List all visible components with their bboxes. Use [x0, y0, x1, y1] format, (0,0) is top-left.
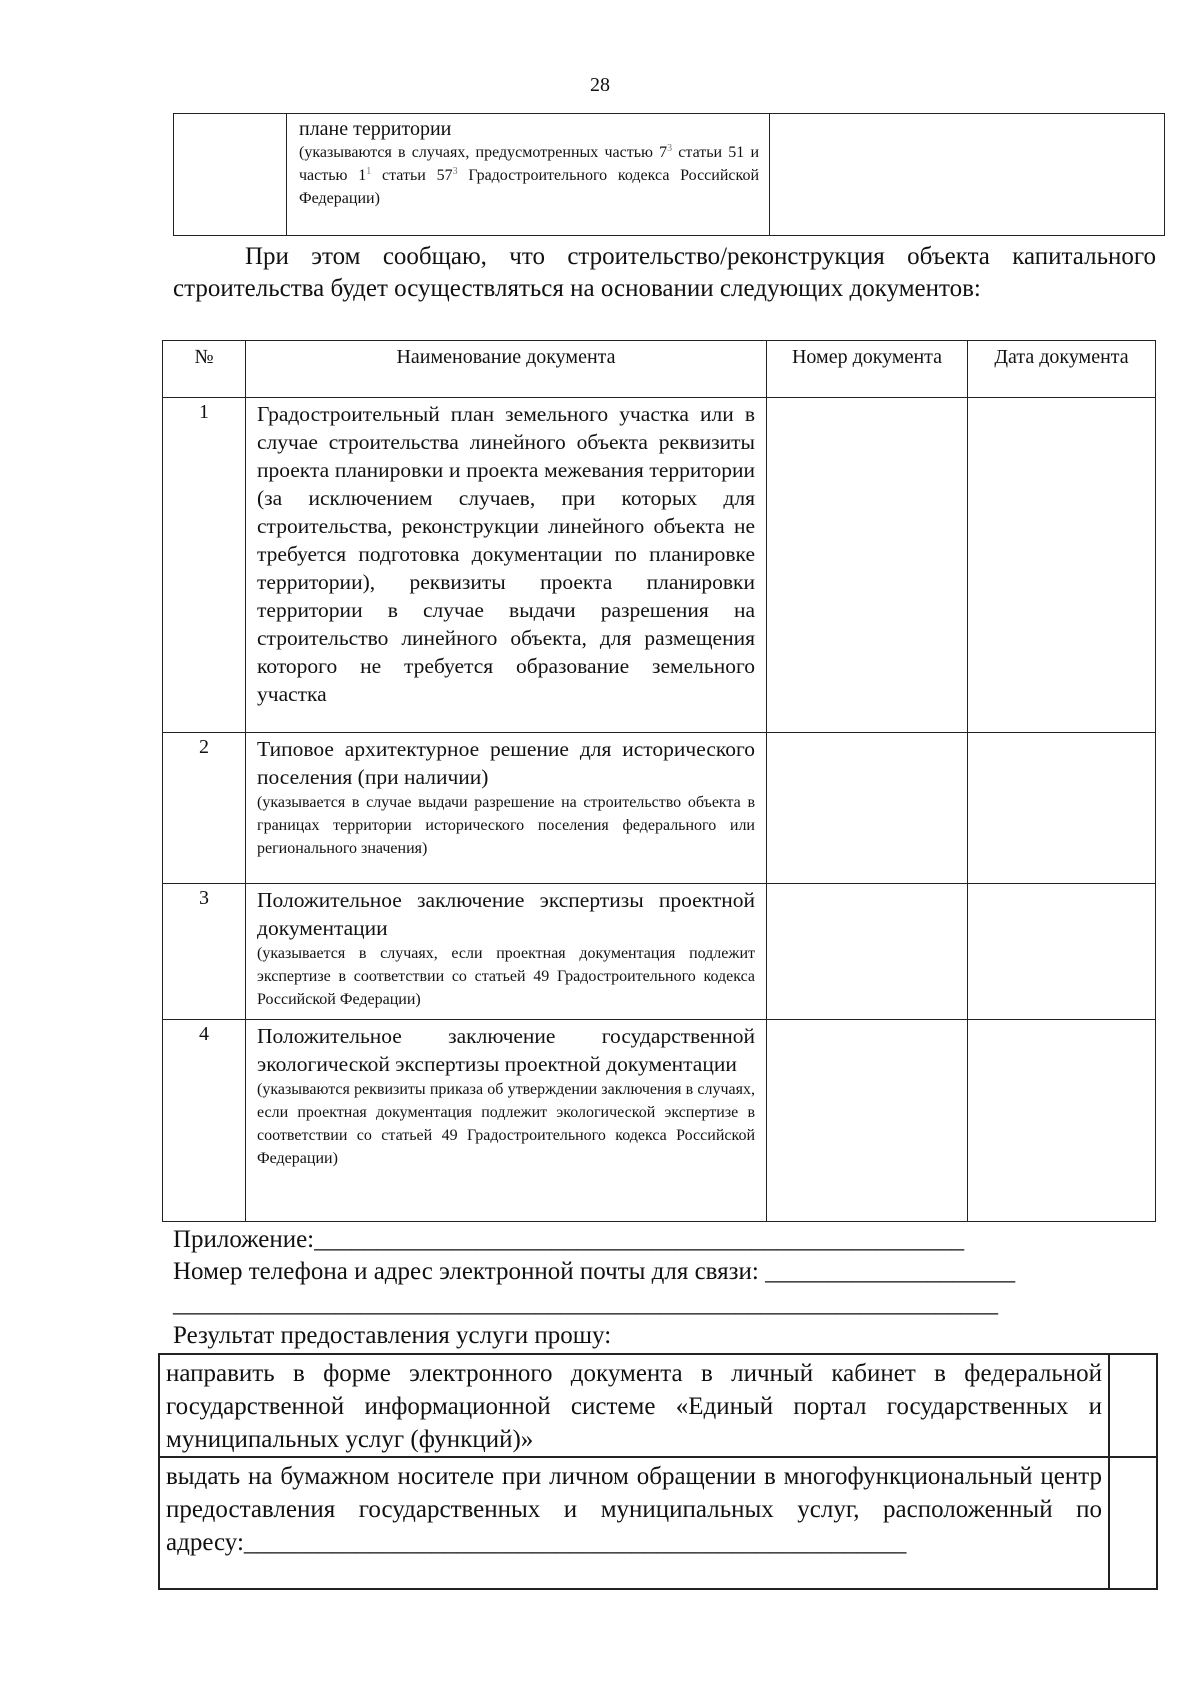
doc-number-cell[interactable] [767, 733, 968, 884]
doc-date-cell[interactable] [968, 1020, 1156, 1222]
row-number: 4 [163, 1020, 246, 1222]
contact-line-2[interactable]: __________________________________________________________________ [173, 1290, 998, 1317]
continuation-table [173, 113, 1165, 236]
header-number: № [163, 341, 246, 398]
row-note: (указывается в случаях, если проектная документация подлежит экспертизе в соответствии со статьей 49 Градостроительного кодекса Российской Федерации) [257, 945, 755, 1008]
address-label: адресу: [166, 1529, 244, 1556]
row-note: (указывается в случае выдачи разрешение на строительство объекта в границах территории исторического поселения федерального или регионального значения) [257, 794, 755, 857]
attachment-line: ____________________________________________________ [314, 1226, 965, 1253]
option-paper-text: выдать на бумажном носителе при личном обращении в многофункциональный центр предоставления государственных и муниципальных услуг, расположенный по адресу:_____________________________________________________ [159, 1457, 1109, 1589]
row-name [246, 884, 767, 1020]
row-title: Типовое архитектурное решение для исторического поселения (при наличии) [257, 737, 755, 789]
row-name [246, 1020, 767, 1222]
doc-number-cell[interactable] [767, 398, 968, 733]
doc-number-cell[interactable] [767, 1020, 968, 1222]
doc-date-cell[interactable] [968, 733, 1156, 884]
table-row [163, 398, 1156, 733]
attachment-label: Приложение: [173, 1226, 315, 1253]
address-field[interactable] [166, 1526, 1102, 1559]
row-title: Положительное заключение экспертизы проектной документации [257, 888, 755, 940]
contact-label: Номер телефона и адрес электронной почты для связи: [173, 1258, 759, 1285]
table-row [163, 1020, 1156, 1222]
row-name [246, 733, 767, 884]
empty-cell [174, 114, 287, 236]
result-option [159, 1457, 1157, 1589]
doc-date-cell[interactable] [968, 398, 1156, 733]
row-number: 3 [163, 884, 246, 1020]
documents-table [162, 340, 1156, 1222]
territory-note: (указываются в случаях, предусмотренных частью $7^3$ статьи 51 и частью $1^1$ статьи $57^3$ Градостроительного кодекса Российской Федерации) [299, 143, 760, 207]
row-title: Градостроительный план земельного участка или в случае строительства линейного объекта реквизиты проекта планировки и проекта межевания территории (за исключением случаев, при которых для строительства, реконструкции линейного объекта не требуется подготовка документации по планировке территории), реквизиты проекта планировки территории в случае выдачи разрешения на строительство линейного объекта, для размещения которого не требуется образование земельного участка [257, 402, 755, 706]
contact-line: ____________________ [765, 1258, 1016, 1285]
territory-cell [287, 114, 770, 236]
header-name: Наименование документа [246, 341, 767, 398]
doc-date-cell[interactable] [968, 884, 1156, 1020]
contact-field[interactable] [173, 1256, 1015, 1288]
option-electronic-text: направить в форме электронного документа в личный кабинет в федеральной государственной информационной системе «Единый портал государственных и муниципальных услуг (функций)» [159, 1354, 1109, 1457]
doc-number-cell[interactable] [767, 884, 968, 1020]
address-line: _____________________________________________________ [243, 1529, 907, 1556]
result-label: Результат предоставления услуги прошу: [173, 1322, 612, 1349]
intro-paragraph: При этом сообщаю, что строительство/реконструкция объекта капитального строительства будет осуществляться на основании следующих документов: [173, 243, 1156, 302]
table-row [163, 884, 1156, 1020]
row-name [246, 398, 767, 733]
empty-value-cell [770, 114, 1165, 236]
header-doc-date: Дата документа [968, 341, 1156, 398]
attachment-field[interactable] [173, 1224, 964, 1256]
row-number: 2 [163, 733, 246, 884]
page-number: 28 [590, 74, 610, 96]
row-number: 1 [163, 398, 246, 733]
result-option [159, 1354, 1157, 1457]
option-electronic-checkbox[interactable] [1109, 1354, 1157, 1457]
table-row [163, 733, 1156, 884]
header-doc-number: Номер документа [767, 341, 968, 398]
row-note: (указываются реквизиты приказа об утверждении заключения в случаях, если проектная документация подлежит экологической экспертизе в соответствии со статьей 49 Градостроительного кодекса Российской Федерации) [257, 1081, 755, 1167]
result-options-table [158, 1353, 1158, 1590]
option-paper-checkbox[interactable] [1109, 1457, 1157, 1589]
territory-title: плане территории [299, 118, 452, 140]
row-title: Положительное заключение государственной экологической экспертизы проектной документации [257, 1024, 755, 1076]
